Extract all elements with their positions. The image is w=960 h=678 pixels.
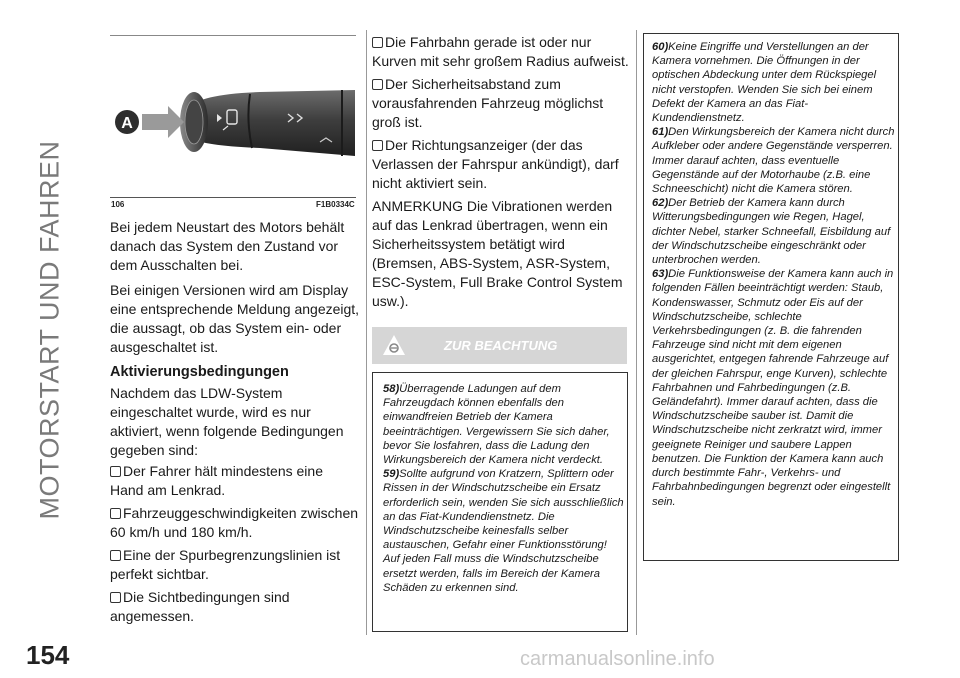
column-divider-left xyxy=(366,30,367,635)
checkbox-bullet-icon xyxy=(110,466,121,477)
warning-header xyxy=(372,327,627,364)
watermark: carmanualsonline.info xyxy=(520,648,715,670)
turn-signal-stalk-illustration xyxy=(110,38,355,198)
paragraph-restart: Bei jedem Neustart des Motors behält danach das System den Zustand vor dem Ausschalten bei. xyxy=(110,219,345,273)
paragraph-activation-intro: Nachdem das LDW-System eingeschaltet wurde, wird es nur aktiviert, wenn folgende Bedingungen gegeben sind: xyxy=(110,385,344,458)
figure-bottom-rule xyxy=(110,197,356,198)
figure-top-rule xyxy=(110,35,356,36)
warning-title: ZUR BEACHTUNG xyxy=(444,338,558,353)
warning-item: 58)Überragende Ladungen auf dem Fahrzeugdach können ebenfalls den einwandfreien Betrieb der Kamera beeinträchtigen. Vergewissern Sie sich daher, bevor Sie losfahren, dass die Ladung den Wirkungsbereich der Kamera nicht verdeckt. xyxy=(383,383,610,467)
warning-item: 61)Den Wirkungsbereich der Kamera nicht durch Aufkleber oder andere Gegenstände versperren. Immer darauf achten, dass eventuelle Gegenstände auf der Motorhaube (z.B. eine Schneeschicht) nicht die Kamera stören. xyxy=(652,126,895,196)
checkbox-bullet-icon xyxy=(110,508,121,519)
figure-number: 106 xyxy=(111,200,125,209)
list-item: Eine der Spurbegrenzungslinien ist perfekt sichtbar. xyxy=(110,547,341,582)
column-2 xyxy=(372,33,630,317)
checkbox-bullet-icon xyxy=(110,550,121,561)
warning-item: 62)Der Betrieb der Kamera kann durch Witterungsbedingungen wie Regen, Hagel, dichter Nebel, starker Schneefall, Eisbildung auf der Windschutzscheibe eingeschränkt oder unterbrochen werden. xyxy=(652,197,891,267)
warning-item: 59)Sollte aufgrund von Kratzern, Splittern oder Rissen in der Windschutzscheibe ein Ersatz erforderlich sein, wenden Sie sich ausschließlich an das Fiat-Kundendienstnetz. Die Windschutzscheibe keinesfalls selber austauschen, Gefahr einer Funktionsstörung! Auf jeden Fall muss die Windschutzscheibe ersetzt werden, falls im Bereich der Kamera Schäden zu erkennen sind. xyxy=(383,468,624,594)
warning-text-left xyxy=(383,382,624,595)
column-1 xyxy=(110,218,360,630)
heading-activation-conditions: Aktivierungsbedingungen xyxy=(110,364,289,380)
warning-text-right xyxy=(652,40,897,509)
warning-item: 63)Die Funktionsweise der Kamera kann auch in folgenden Fällen beeinträchtigt werden: Staub, Kondenswasser, Schmutz oder Eis auf der Windschutzscheibe, schlechte Verkehrsbedingungen (z. B. die fahrenden Fahrzeuge sind nicht mit dem eigenen ausgerichtet, entgegen fahrende Fahrzeuge auf der gleichen Fahrspur, enge Kurven), schlechte Fahrbahnen und Fahrbedingungen (z.B. Geländefahrt). Immer darauf achten, dass die Windschutzscheibe sauber ist. Damit die Windschutzscheibe nicht zerkratzt wird, immer geeignete Reiniger und saubere Lappen benutzen. Die Funktion der Kamera kann auch durch bestimmte Fahr-, Verkehrs- und Fahrbahnbedingungen begrenzt oder eingestellt sein. xyxy=(652,268,894,508)
figure-code: F1B0334C xyxy=(316,200,355,209)
list-item: Die Fahrbahn gerade ist oder nur Kurven mit sehr großem Radius aufweist. xyxy=(372,34,629,69)
stalk-figure xyxy=(110,38,355,198)
steering-wheel-warning-icon xyxy=(382,333,406,357)
checkbox-bullet-icon xyxy=(110,592,121,603)
list-item: Fahrzeuggeschwindigkeiten zwischen 60 km/h und 180 km/h. xyxy=(110,505,359,540)
callout-a-label: A xyxy=(121,115,133,132)
checkbox-bullet-icon xyxy=(372,79,383,90)
section-title: MOTORSTART UND FAHREN xyxy=(34,140,65,520)
list-item: Der Richtungsanzeiger (der das Verlassen der Fahrspur ankündigt), darf nicht aktiviert sein. xyxy=(372,137,619,191)
checkbox-bullet-icon xyxy=(372,37,383,48)
list-item: Der Fahrer hält mindestens eine Hand am Lenkrad. xyxy=(110,463,323,498)
paragraph-display-message: Bei einigen Versionen wird am Display eine entsprechende Meldung angezeigt, die aussagt, ob das System ein- oder ausgeschaltet ist. xyxy=(110,282,360,355)
checkbox-bullet-icon xyxy=(372,140,383,151)
list-item: Der Sicherheitsabstand zum vorausfahrenden Fahrzeug möglichst groß ist. xyxy=(372,76,604,130)
column-divider-right xyxy=(636,30,637,635)
list-item: Die Sichtbedingungen sind angemessen. xyxy=(110,589,290,624)
page-number: 154 xyxy=(26,640,70,670)
warning-item: 60)Keine Eingriffe und Verstellungen an der Kamera vornehmen. Die Öffnungen in der optischen Abdeckung unter dem Rückspiegel nicht verstopfen. Wenden Sie sich bei einem Defekt der Kamera an das Fiat-Kundendienstnetz. xyxy=(652,41,877,125)
paragraph-note: ANMERKUNG Die Vibrationen werden auf das Lenkrad übertragen, wenn ein Sicherheitssystem betätigt wird (Bremsen, ABS-System, ASR-System, ESC-System, Full Brake Control System usw.). xyxy=(372,198,623,309)
